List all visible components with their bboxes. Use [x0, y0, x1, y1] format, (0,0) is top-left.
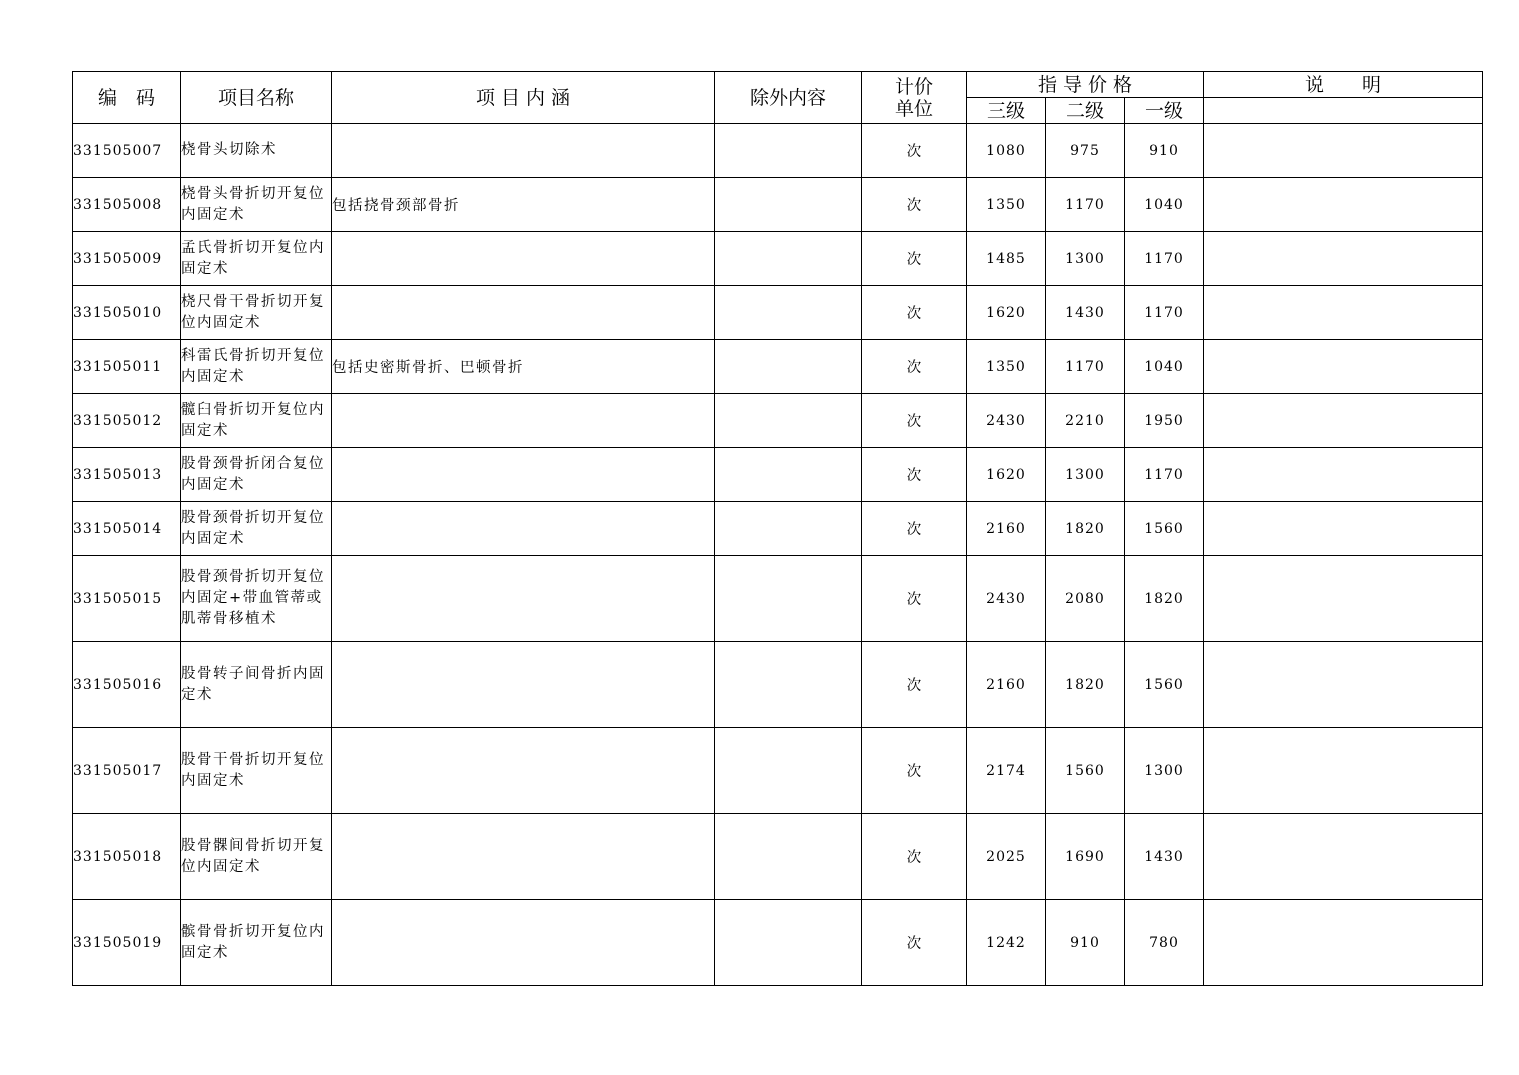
header-code: 编 码 — [73, 72, 181, 124]
row-content — [332, 232, 715, 286]
row-exclusion — [715, 124, 862, 178]
row-code: 331505017 — [73, 728, 181, 814]
row-price-level2: 975 — [1046, 124, 1125, 178]
row-content — [332, 814, 715, 900]
table-row — [73, 448, 1483, 502]
table-row — [73, 556, 1483, 642]
row-name: 股骨干骨折切开复位内固定术 — [181, 728, 332, 814]
row-name: 髋臼骨折切开复位内固定术 — [181, 394, 332, 448]
table-row — [73, 340, 1483, 394]
row-price-level2: 1820 — [1046, 502, 1125, 556]
row-name: 股骨转子间骨折内固定术 — [181, 642, 332, 728]
row-note — [1204, 340, 1483, 394]
header-unit-line2: 单位 — [894, 97, 933, 120]
table-row — [73, 728, 1483, 814]
row-exclusion — [715, 394, 862, 448]
header-row-1 — [73, 72, 1483, 98]
row-exclusion — [715, 728, 862, 814]
row-note — [1204, 814, 1483, 900]
row-note — [1204, 556, 1483, 642]
row-price-level3: 1620 — [967, 448, 1046, 502]
row-content — [332, 124, 715, 178]
row-note — [1204, 728, 1483, 814]
row-price-level3: 1350 — [967, 340, 1046, 394]
row-unit: 次 — [862, 728, 967, 814]
row-price-level3: 2160 — [967, 642, 1046, 728]
row-code: 331505012 — [73, 394, 181, 448]
table-row — [73, 394, 1483, 448]
row-name: 孟氏骨折切开复位内固定术 — [181, 232, 332, 286]
header-unit-line1: 计价 — [894, 75, 933, 98]
row-exclusion — [715, 286, 862, 340]
row-content: 包括挠骨颈部骨折 — [332, 178, 715, 232]
row-unit: 次 — [862, 502, 967, 556]
row-price-level1: 1560 — [1125, 642, 1204, 728]
row-price-level2: 1430 — [1046, 286, 1125, 340]
row-price-level1: 1170 — [1125, 448, 1204, 502]
row-name: 股骨颈骨折闭合复位内固定术 — [181, 448, 332, 502]
table-body — [73, 124, 1483, 986]
row-price-level2: 1820 — [1046, 642, 1125, 728]
row-content — [332, 394, 715, 448]
table-row — [73, 232, 1483, 286]
header-note: 说 明 — [1204, 72, 1483, 98]
table-row — [73, 124, 1483, 178]
row-price-level2: 910 — [1046, 900, 1125, 986]
row-price-level3: 2160 — [967, 502, 1046, 556]
row-unit: 次 — [862, 814, 967, 900]
row-note — [1204, 642, 1483, 728]
table-row — [73, 178, 1483, 232]
row-price-level1: 1300 — [1125, 728, 1204, 814]
row-note — [1204, 232, 1483, 286]
row-price-level3: 2430 — [967, 394, 1046, 448]
row-note — [1204, 394, 1483, 448]
row-price-level2: 1170 — [1046, 178, 1125, 232]
row-code: 331505007 — [73, 124, 181, 178]
row-note — [1204, 124, 1483, 178]
row-exclusion — [715, 502, 862, 556]
header-level1: 一级 — [1125, 98, 1204, 124]
row-note — [1204, 502, 1483, 556]
table-row — [73, 814, 1483, 900]
row-content — [332, 900, 715, 986]
row-price-level3: 1080 — [967, 124, 1046, 178]
row-unit: 次 — [862, 900, 967, 986]
row-exclusion — [715, 556, 862, 642]
row-note — [1204, 178, 1483, 232]
row-content — [332, 642, 715, 728]
row-price-level3: 2174 — [967, 728, 1046, 814]
row-code: 331505018 — [73, 814, 181, 900]
row-price-level3: 1485 — [967, 232, 1046, 286]
row-content — [332, 448, 715, 502]
row-name: 科雷氏骨折切开复位内固定术 — [181, 340, 332, 394]
row-price-level3: 1242 — [967, 900, 1046, 986]
row-price-level1: 1950 — [1125, 394, 1204, 448]
row-price-level1: 1820 — [1125, 556, 1204, 642]
row-price-level2: 1300 — [1046, 232, 1125, 286]
row-code: 331505009 — [73, 232, 181, 286]
row-price-level2: 1690 — [1046, 814, 1125, 900]
row-name: 股骨髁间骨折切开复位内固定术 — [181, 814, 332, 900]
row-code: 331505011 — [73, 340, 181, 394]
row-note — [1204, 900, 1483, 986]
row-price-level1: 1170 — [1125, 232, 1204, 286]
row-price-level1: 1170 — [1125, 286, 1204, 340]
price-table — [72, 71, 1483, 986]
row-unit: 次 — [862, 124, 967, 178]
row-price-level3: 1350 — [967, 178, 1046, 232]
row-name: 股骨颈骨折切开复位内固定术 — [181, 502, 332, 556]
header-content: 项 目 内 涵 — [332, 72, 715, 124]
row-unit: 次 — [862, 556, 967, 642]
header-exclusion: 除外内容 — [715, 72, 862, 124]
row-price-level1: 1040 — [1125, 340, 1204, 394]
row-name: 桡骨头切除术 — [181, 124, 332, 178]
row-unit: 次 — [862, 232, 967, 286]
row-unit: 次 — [862, 642, 967, 728]
row-unit: 次 — [862, 448, 967, 502]
row-name: 髌骨骨折切开复位内固定术 — [181, 900, 332, 986]
row-price-level1: 780 — [1125, 900, 1204, 986]
row-exclusion — [715, 642, 862, 728]
table-row — [73, 900, 1483, 986]
row-content — [332, 728, 715, 814]
row-unit: 次 — [862, 394, 967, 448]
row-code: 331505013 — [73, 448, 181, 502]
row-exclusion — [715, 448, 862, 502]
row-price-level3: 1620 — [967, 286, 1046, 340]
row-code: 331505016 — [73, 642, 181, 728]
row-name: 桡尺骨干骨折切开复位内固定术 — [181, 286, 332, 340]
row-content — [332, 502, 715, 556]
row-name: 桡骨头骨折切开复位内固定术 — [181, 178, 332, 232]
row-exclusion — [715, 900, 862, 986]
row-price-level2: 1170 — [1046, 340, 1125, 394]
row-price-level1: 1040 — [1125, 178, 1204, 232]
row-price-level3: 2025 — [967, 814, 1046, 900]
table-row — [73, 286, 1483, 340]
row-price-level1: 910 — [1125, 124, 1204, 178]
row-price-level2: 2210 — [1046, 394, 1125, 448]
row-unit: 次 — [862, 178, 967, 232]
row-code: 331505015 — [73, 556, 181, 642]
row-name: 股骨颈骨折切开复位内固定+带血管蒂或肌蒂骨移植术 — [181, 556, 332, 642]
row-code: 331505010 — [73, 286, 181, 340]
header-level3: 三级 — [967, 98, 1046, 124]
table-row — [73, 642, 1483, 728]
row-content — [332, 556, 715, 642]
row-note — [1204, 448, 1483, 502]
row-unit: 次 — [862, 340, 967, 394]
row-code: 331505019 — [73, 900, 181, 986]
row-unit: 次 — [862, 286, 967, 340]
row-exclusion — [715, 178, 862, 232]
row-note — [1204, 286, 1483, 340]
row-price-level2: 1300 — [1046, 448, 1125, 502]
row-price-level2: 2080 — [1046, 556, 1125, 642]
row-code: 331505014 — [73, 502, 181, 556]
row-exclusion — [715, 340, 862, 394]
row-content: 包括史密斯骨折、巴顿骨折 — [332, 340, 715, 394]
row-code: 331505008 — [73, 178, 181, 232]
row-price-level1: 1430 — [1125, 814, 1204, 900]
header-name: 项目名称 — [181, 72, 332, 124]
header-level2: 二级 — [1046, 98, 1125, 124]
header-guide-price: 指 导 价 格 — [967, 72, 1204, 98]
row-exclusion — [715, 232, 862, 286]
header-note-sub — [1204, 98, 1483, 124]
table-row — [73, 502, 1483, 556]
row-price-level2: 1560 — [1046, 728, 1125, 814]
row-price-level1: 1560 — [1125, 502, 1204, 556]
row-exclusion — [715, 814, 862, 900]
row-content — [332, 286, 715, 340]
header-unit — [862, 72, 967, 124]
row-price-level3: 2430 — [967, 556, 1046, 642]
